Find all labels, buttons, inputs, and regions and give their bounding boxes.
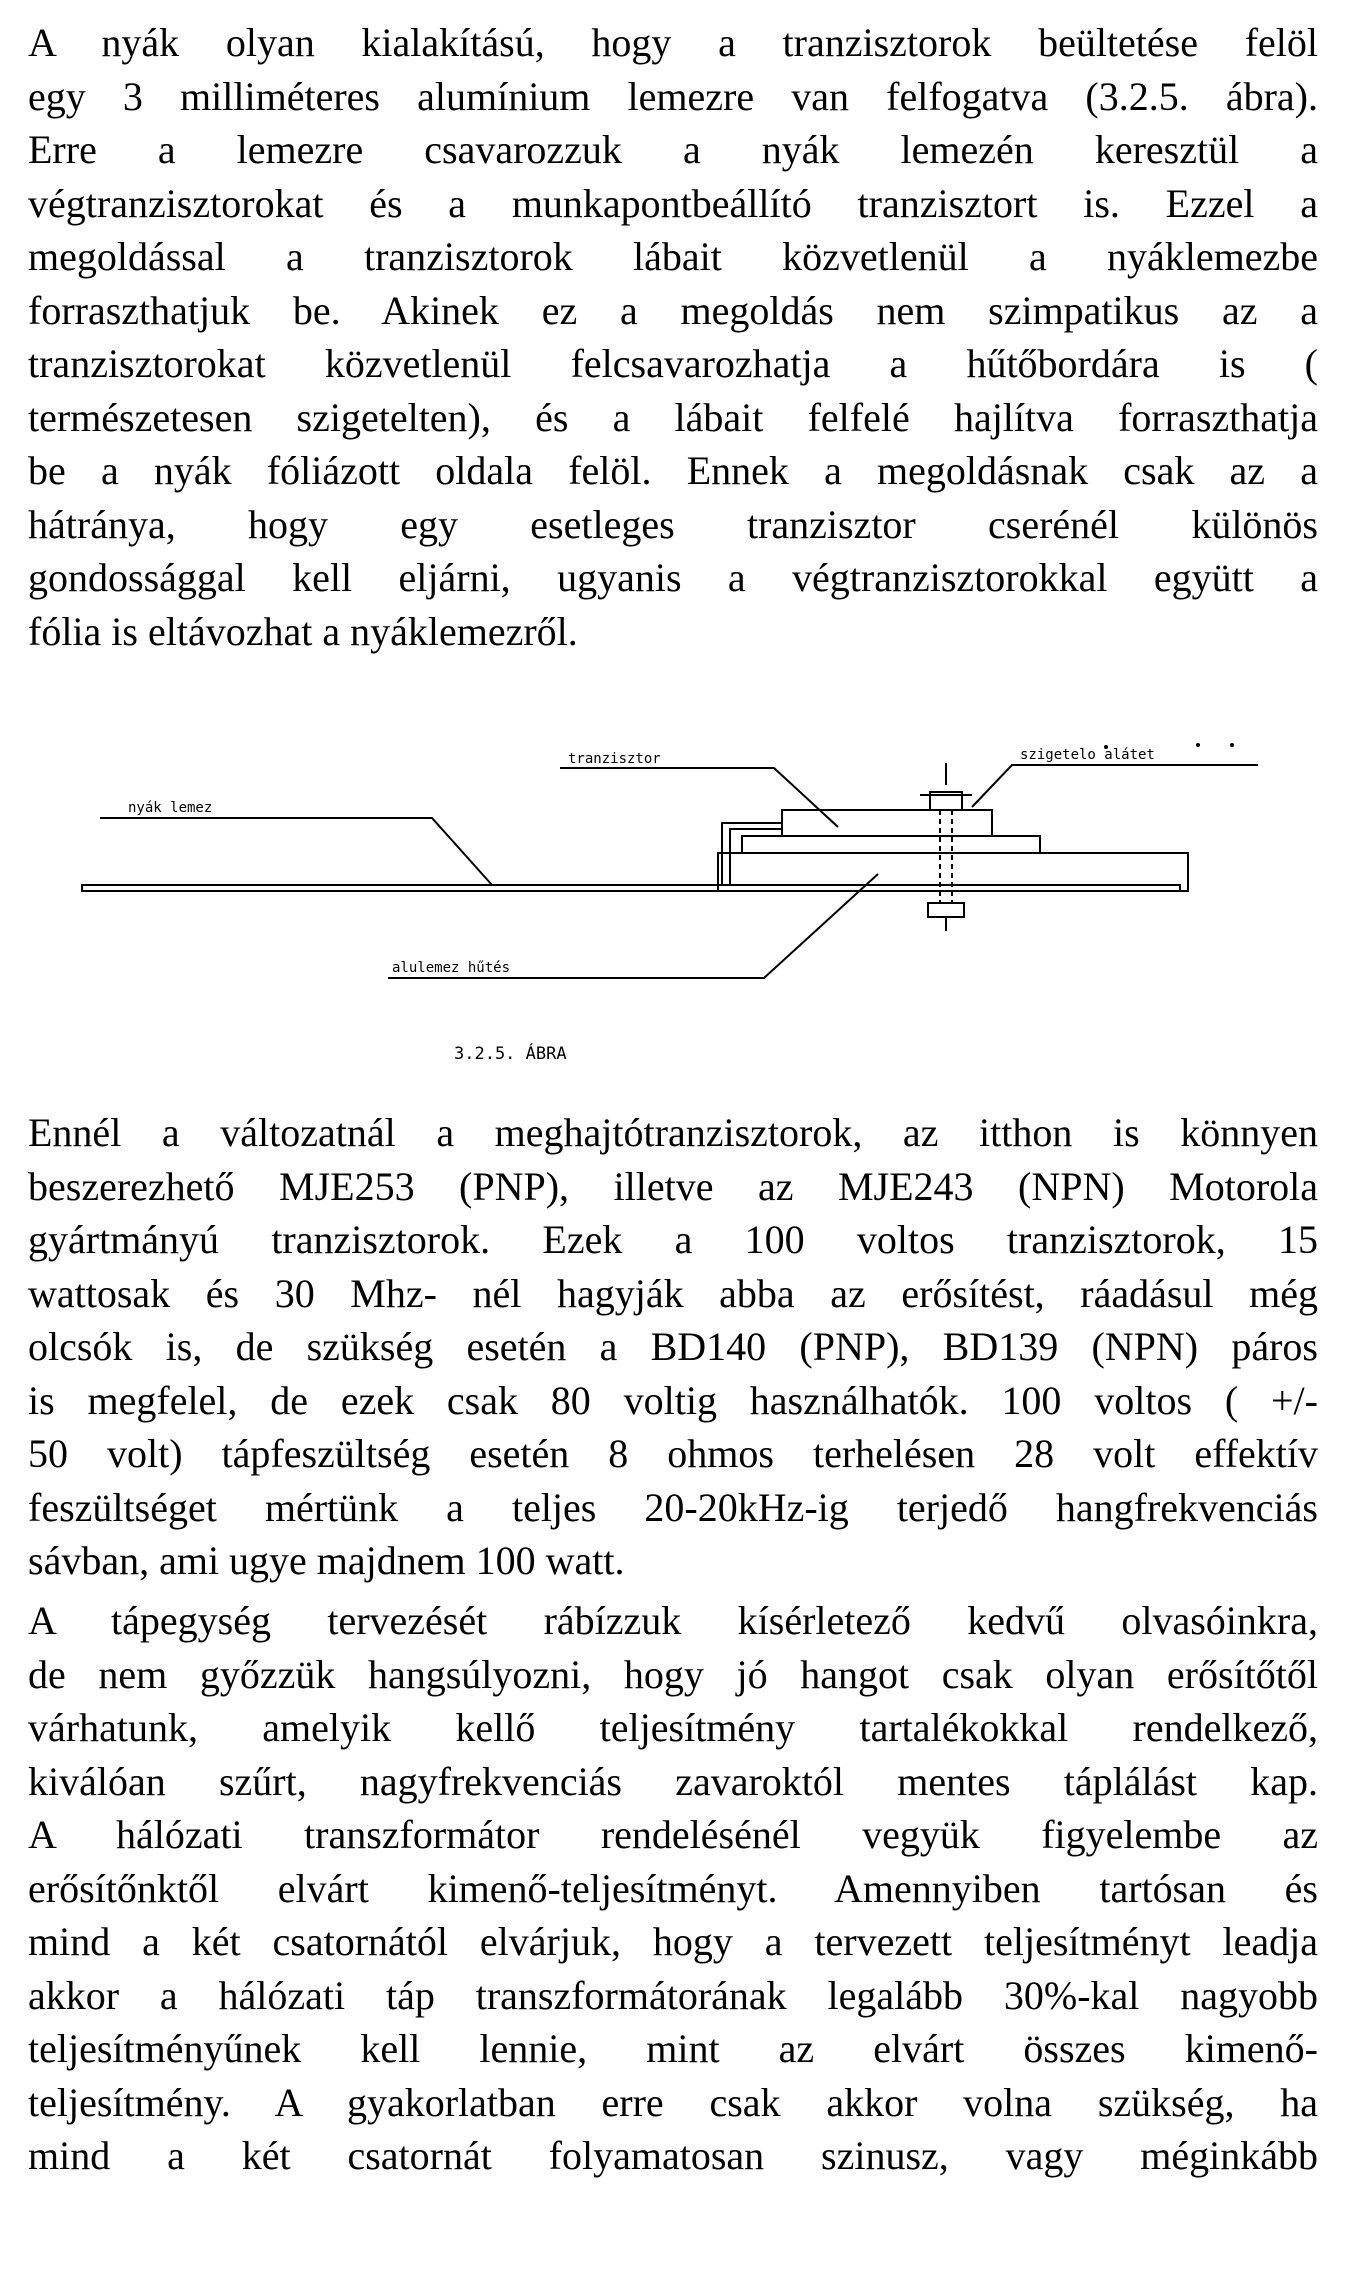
text-line: gondossággal kell eljárni, ugyanis a végtranzisztorokkal együtt a <box>28 555 1318 600</box>
text-line: erősítőnktől elvárt kimenő-teljesítményt. Amennyiben tartósan és <box>28 1865 1318 1911</box>
text-line: fólia is eltávozhat a nyáklemezről. <box>28 608 578 654</box>
text-line: 50 volt) tápfeszültség esetén 8 ohmos terhelésen 28 volt effektív <box>28 1431 1318 1476</box>
text-line: forraszthatjuk be. Akinek ez a megoldás nem szimpatikus az a <box>28 287 1318 333</box>
text-line: wattosak és 30 Mhz- nél hagyják abba az erősítést, ráadásul még <box>28 1270 1318 1316</box>
text-line: egy 3 milliméteres alumínium lemezre van felfogatva (3.2.5. ábra). <box>28 73 1318 119</box>
label-szigetelo: szigetelo alátet <box>1020 747 1155 763</box>
text-line: de nem győzzük hangsúlyozni, hogy jó hangot csak olyan erősítőtől <box>28 1651 1318 1697</box>
paragraph-mounting <box>28 16 1318 658</box>
text-line: mind a két csatornától elvárjuk, hogy a tervezett teljesítményt leadja <box>28 1919 1318 1964</box>
transistor-body <box>782 810 992 836</box>
text-line: tranzisztorokat közvetlenül felcsavarozhatja a hűtőbordára is ( <box>28 341 1318 386</box>
label-nyak-lemez: nyák lemez <box>128 800 213 816</box>
text-line: végtranzisztorokat és a munkapontbeállító tranzisztort is. Ezzel a <box>28 180 1318 226</box>
text-line: teljesítményűnek kell lennie, mint az elvárt összes kimenő- <box>28 2026 1318 2071</box>
text-line: A nyák olyan kialakítású, hogy a tranzisztorok beültetése felöl <box>28 20 1318 65</box>
text-line: A hálózati transzformátor rendelésénél vegyük figyelembe az <box>28 1812 1318 1857</box>
text-line: mind a két csatornát folyamatosan szinusz, vagy méginkább <box>28 2133 1318 2178</box>
text-line: várhatunk, amelyik kellő teljesítmény tartalékokkal rendelkező, <box>28 1705 1318 1750</box>
paragraph-driver-transistors <box>28 1106 1318 1588</box>
text-line: akkor a hálózati táp transzformátorának legalább 30%-kal nagyobb <box>28 1972 1318 2018</box>
text-line: megoldással a tranzisztorok lábait közvetlenül a nyáklemezbe <box>28 234 1318 279</box>
text-line: Erre a lemezre csavarozzuk a nyák lemezén keresztül a <box>28 127 1318 172</box>
text-line: teljesítmény. A gyakorlatban erre csak akkor volna szükség, ha <box>28 2079 1318 2125</box>
mounting-diagram <box>0 735 1360 1075</box>
screw-nut <box>928 903 964 917</box>
figure-3-2-5 <box>0 735 1360 1075</box>
text-line: is megfelel, de ezek csak 80 voltig használhatók. 100 voltos ( +/- <box>28 1377 1318 1423</box>
text-line: beszerezhető MJE253 (PNP), illetve az MJE243 (NPN) Motorola <box>28 1163 1318 1209</box>
text-line: hátránya, hogy egy esetleges tranzisztor cserénél különös <box>28 501 1318 547</box>
text-line: A tápegység tervezését rábízzuk kísérletező kedvű olvasóinkra, <box>28 1598 1318 1643</box>
figure-caption: 3.2.5. ÁBRA <box>454 1044 567 1064</box>
text-line: Ennél a változatnál a meghajtótranzisztorok, az itthon is könnyen <box>28 1110 1318 1155</box>
text-line: természetesen szigetelten), és a lábait felfelé hajlítva forraszthatja <box>28 394 1318 440</box>
spreader-layer <box>742 836 1040 853</box>
text-line: olcsók is, de szükség esetén a BD140 (PNP), BD139 (NPN) páros <box>28 1324 1318 1369</box>
text-line: be a nyák fóliázott oldala felöl. Ennek a megoldásnak csak az a <box>28 448 1318 493</box>
label-alulemez: alulemez hűtés <box>392 960 511 976</box>
text-line: feszültséget mértünk a teljes 20-20kHz-ig terjedő hangfrekvenciás <box>28 1484 1318 1530</box>
text-line: gyártmányú tranzisztorok. Ezek a 100 voltos tranzisztorok, 15 <box>28 1217 1318 1262</box>
text-line: kiválóan szűrt, nagyfrekvenciás zavaroktól mentes táplálást kap. <box>28 1758 1318 1804</box>
paragraph-power-supply <box>28 1594 1318 2183</box>
text-line: sávban, ami ugye majdnem 100 watt. <box>28 1538 625 1583</box>
label-tranzisztor: tranzisztor <box>568 751 661 767</box>
